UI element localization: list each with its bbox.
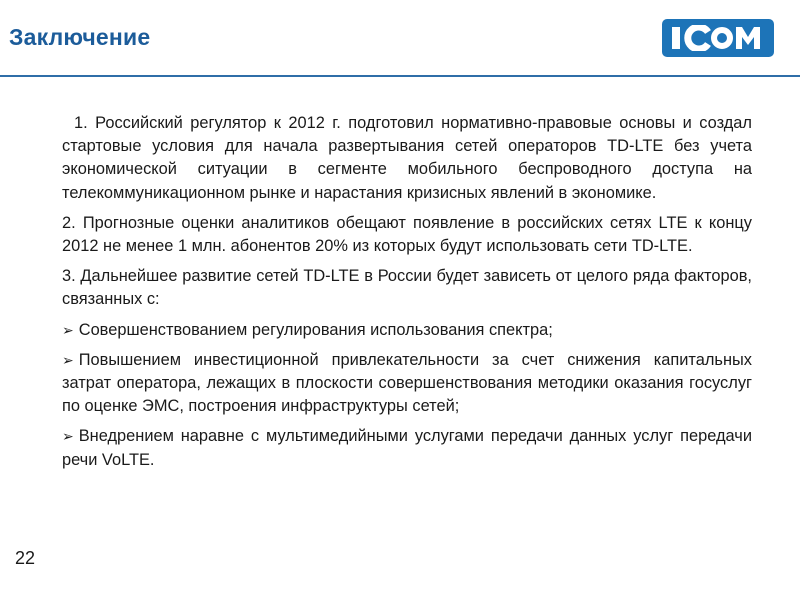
- bullet-text: Повышением инвестиционной привлекательности за счет снижения капитальных затрат оператора, лежащих в плоскости совершенствования методики оказания госуслуг по оценке ЭМС, построения инфраструктуры сетей;: [62, 350, 752, 416]
- page-number: 22: [15, 548, 36, 568]
- bullet-item: [62, 425, 752, 471]
- slide-body: [62, 112, 752, 479]
- bullet-item: [62, 349, 752, 419]
- slide-title: Заключение: [9, 24, 151, 50]
- conclusion-paragraph-2: 2. Прогнозные оценки аналитиков обещают появление в российских сетях LTE к концу 2012 не менее 1 млн. абонентов 20% из которых будут использовать сети TD-LTE.: [62, 213, 752, 256]
- icom-logo: [662, 19, 774, 57]
- conclusion-paragraph-3: 3. Дальнейшее развитие сетей TD-LTE в России будет зависеть от целого ряда факторов, связанных с:: [62, 267, 752, 309]
- icom-logo-mark: [670, 25, 766, 51]
- bullet-item: [62, 319, 752, 342]
- arrow-bullet-icon: ➢: [62, 428, 74, 445]
- bullet-text: Совершенствованием регулирования использования спектра;: [78, 320, 553, 339]
- bullet-text: Внедрением наравне с мультимедийными услугами передачи данных услуг передачи речи VoLTE.: [62, 427, 752, 469]
- header-divider: [0, 75, 800, 77]
- conclusion-paragraph-1: 1. Российский регулятор к 2012 г. подготовил нормативно-правовые основы и создал стартовые условия для начала развертывания сетей операторов TD-LTE без учета экономической ситуации в сегменте мобильного беспроводного доступа на телекоммуникационном рынке и нарастания кризисных явлений в экономике.: [62, 114, 752, 202]
- arrow-bullet-icon: ➢: [62, 321, 74, 338]
- arrow-bullet-icon: ➢: [62, 351, 74, 368]
